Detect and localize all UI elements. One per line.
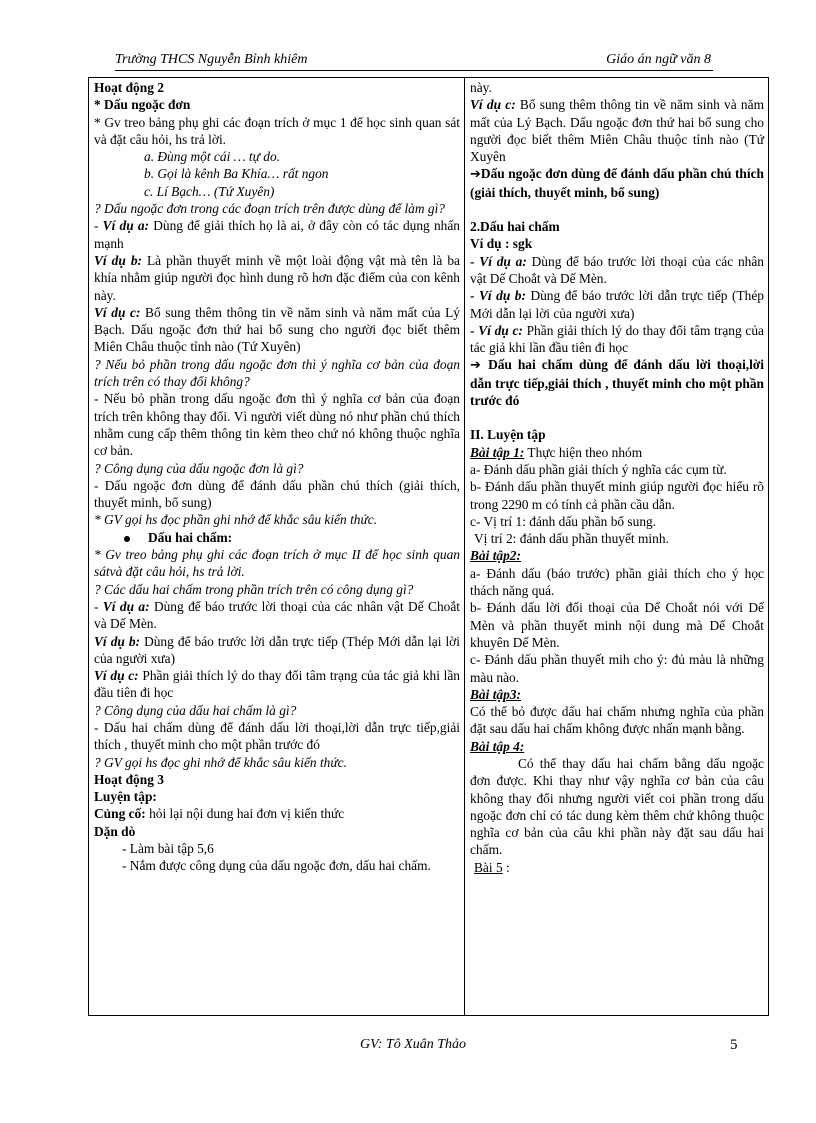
exercise-1: Bài tập 1: Thực hiện theo nhóm — [470, 444, 643, 460]
example-c: c. Lí Bạch… (Tứ Xuyên) — [144, 183, 275, 199]
activity-3-heading: Hoạt động 3 — [94, 771, 164, 787]
arrow-right-icon: ➔ — [470, 358, 489, 374]
question: ? Dấu ngoặc đơn trong các đoạn trích trên được dùng để làm gì? — [94, 201, 445, 217]
example-b: - Ví dụ b: Dùng để báo trước lời dẫn trực tiếp (Thép Mới dẫn lại lời của người xưa) — [470, 288, 764, 321]
exercise-4: Bài tập 4: — [470, 738, 525, 754]
question: ? Công dụng của dấu hai chấm là gì? — [94, 702, 297, 718]
answer-example-b: Ví dụ b: Dùng để báo trước lời dẫn trực tiếp (Thép Mới dẫn lại lời của người xưa) — [94, 633, 460, 666]
example-c: Ví dụ c: Bổ sung thêm thông tin về năm sinh và năm mất của Lý Bạch. Dấu ngoặc đơn thứ hai bổ sung cho người đọc biết thêm Miên Châu thuộc tỉnh nào (Tứ Xuyên — [470, 97, 764, 165]
exercise-item: c- Vị trí 1: đánh dấu phần bổ sung. — [470, 513, 657, 529]
continued-text: này. — [470, 80, 492, 95]
arrow-right-icon: ➔ — [470, 167, 481, 183]
answer-example-c: Ví dụ c: Bổ sung thêm thông tin về năm sinh và năm mất của Lý Bạch. Dấu ngoặc đơn thứ hai bổ sung cho người đọc biết thêm Miên Châu thuộc tỉnh nào (Tứ Xuyên) — [94, 304, 460, 355]
answer-example-c: Ví dụ c: Phần giải thích lý do thay đổi tâm trạng của tác giả khi lần đầu tiên đi học — [94, 668, 460, 701]
activity-2-heading: Hoạt động 2 — [94, 80, 164, 95]
answer: - Dấu ngoặc đơn dùng để đánh dấu phần chú thích (giải thích, thuyết minh, bổ sung) — [94, 477, 460, 511]
example-a: a. Đùng một cái … tự do. — [144, 149, 280, 165]
answer: - Nếu bỏ phần trong dấu ngoặc đơn thì ý nghĩa cơ bản của đoạn trích trên không thay đổi. Vì người viết dùng nó như phần chú thích nhằm cung cấp thêm thông tin kèm theo chứ nó không thuộc nghĩa cơ bản. — [94, 391, 460, 459]
answer-example-a: - Ví dụ a: Dùng để giải thích họ là ai, ở đây còn có tác dụng nhấn mạnh — [94, 218, 460, 251]
exercise-item: b- Đánh dấu lời đối thoại của Dế Choắt nói với Dế Mèn và phần thuyết minh nội dung mà Dế Choắt khuyên Dế Mèn. — [470, 600, 764, 650]
homework-heading: Dặn dò — [94, 823, 136, 839]
conclusion-colon: ➔ Dấu hai chấm dùng để đánh dấu lời thoại,lời dẫn trực tiếp,giải thích , thuyết minh cho một phần trước đó — [470, 357, 765, 409]
example-c: - Ví dụ c: Phần giải thích lý do thay đổi tâm trạng của tác giả khi lần đầu tiên đi học — [470, 322, 764, 356]
lesson-table — [88, 77, 769, 1016]
question: ? Nếu bỏ phần trong dấu ngoặc đơn thì ý nghĩa cơ bản của đoạn trích trên có thay đổi không? — [94, 356, 460, 390]
exercise-item: Vị trí 2: đánh dấu phần thuyết minh. — [474, 531, 669, 547]
bullet-icon — [124, 536, 130, 542]
exercise-item: a- Đánh dấu phần giải thích ý nghĩa các cụm từ. — [470, 461, 727, 477]
practice-section-title: II. Luyện tập — [470, 427, 546, 443]
example-reference: Ví dụ : sgk — [470, 236, 533, 252]
exercise-item: a- Đánh dấu (báo trước) phần giải thích cho ý học thách năng quá. — [470, 565, 764, 599]
question: ? Các dấu hai chấm trong phần trích trên có công dụng gì? — [94, 581, 414, 597]
exercise-item: Có thể bỏ được dấu hai chấm nhưng nghĩa của phần đặt sau dấu hai chấm không được nhấn mạnh bằng. — [470, 704, 764, 737]
activities-column — [89, 78, 465, 1016]
example-b: b. Gọi là kênh Ba Khía… rất ngon — [144, 166, 329, 182]
subject-title: Giáo án ngữ văn 8 — [606, 52, 711, 67]
exercise-3: Bài tập3: — [470, 686, 521, 702]
question: ? Công dụng của dấu ngoặc đơn là gì? — [94, 460, 304, 476]
teacher-name: GV: Tô Xuân Thảo — [360, 1037, 467, 1052]
example-a: - Ví dụ a: Dùng để báo trước lời thoại của các nhân vật Dế Choắt và Dế Mèn. — [470, 253, 764, 286]
answer-example-b: Ví dụ b: Là phần thuyết minh về một loài động vật mà tên là ba khía nhằm giúp người đọc hình dung rõ hơn đặc điểm của con kênh này. — [94, 252, 460, 303]
teacher-instruction: ? GV gọi hs đọc ghi nhớ để khắc sâu kiến thức. — [94, 754, 347, 770]
page-number: 5 — [730, 1037, 738, 1053]
colon-section-title: 2.Dấu hai chấm — [470, 219, 560, 235]
homework-item: - Làm bài tập 5,6 — [122, 841, 214, 857]
homework-item: - Nắm được công dụng của dấu ngoặc đơn, dấu hai chấm. — [122, 858, 431, 874]
content-column — [465, 78, 769, 1016]
exercise-item: Có thể thay dấu hai chấm bằng dấu ngoặc đơn được. Khi thay như vậy nghĩa cơ bản của câu không thay đổi nhưng người viết coi phần trong dấu ngoặc đơn chỉ có tác dung kèm thêm chứ không thuộc nghĩa cơ bản của câu khi phần này đặt sau dấu hai chấm. — [470, 755, 764, 858]
exercise-item: c- Đánh dấu phần thuyết mih cho ý: đủ màu là những màu nào. — [470, 652, 764, 685]
conclusion-parentheses: ➔Dấu ngoặc đơn dùng để đánh dấu phần chú thích (giải thích, thuyết minh, bổ sung) — [470, 166, 764, 200]
consolidation: Củng cố: hỏi lại nội dung hai đơn vị kiến thức — [94, 806, 345, 822]
exercise-5: Bài 5 : — [474, 859, 510, 875]
teacher-instruction: * GV gọi hs đọc phần ghi nhớ để khắc sâu kiến thức. — [94, 512, 378, 528]
practice-heading: Luyện tập: — [94, 789, 157, 805]
answer-example-a: - Ví dụ a: Dùng để báo trước lời thoại của các nhân vật Dế Choắt và Dế Mèn. — [94, 598, 460, 632]
header-rule — [115, 70, 713, 71]
page-header — [115, 52, 711, 72]
answer: - Dấu hai chấm dùng để đánh dấu lời thoại,lời dẫn trực tiếp,giải thích , thuyết minh cho một phần trước đó — [94, 719, 460, 753]
colon-section-title: Dấu hai chấm: — [94, 529, 460, 546]
teacher-instruction: * Gv treo bảng phụ ghi các đoạn trích ở mục 1 để học sinh quan sát và đặt câu hỏi, hs trả lời. — [94, 114, 460, 147]
teacher-instruction: * Gv treo bảng phụ ghi các đoạn trích ở mục II để học sinh quan sátvà đặt câu hỏi, hs trả lời. — [94, 547, 460, 580]
parentheses-section-title: * Dấu ngoặc đơn — [94, 97, 191, 113]
exercise-2: Bài tập2: — [470, 548, 521, 564]
school-name: Trường THCS Nguyễn Bỉnh khiêm — [115, 52, 308, 67]
exercise-item: b- Đánh dấu phần thuyết minh giúp người đọc hiểu rõ trong 2290 m có tính cả phần cầu dẫn. — [470, 479, 764, 512]
